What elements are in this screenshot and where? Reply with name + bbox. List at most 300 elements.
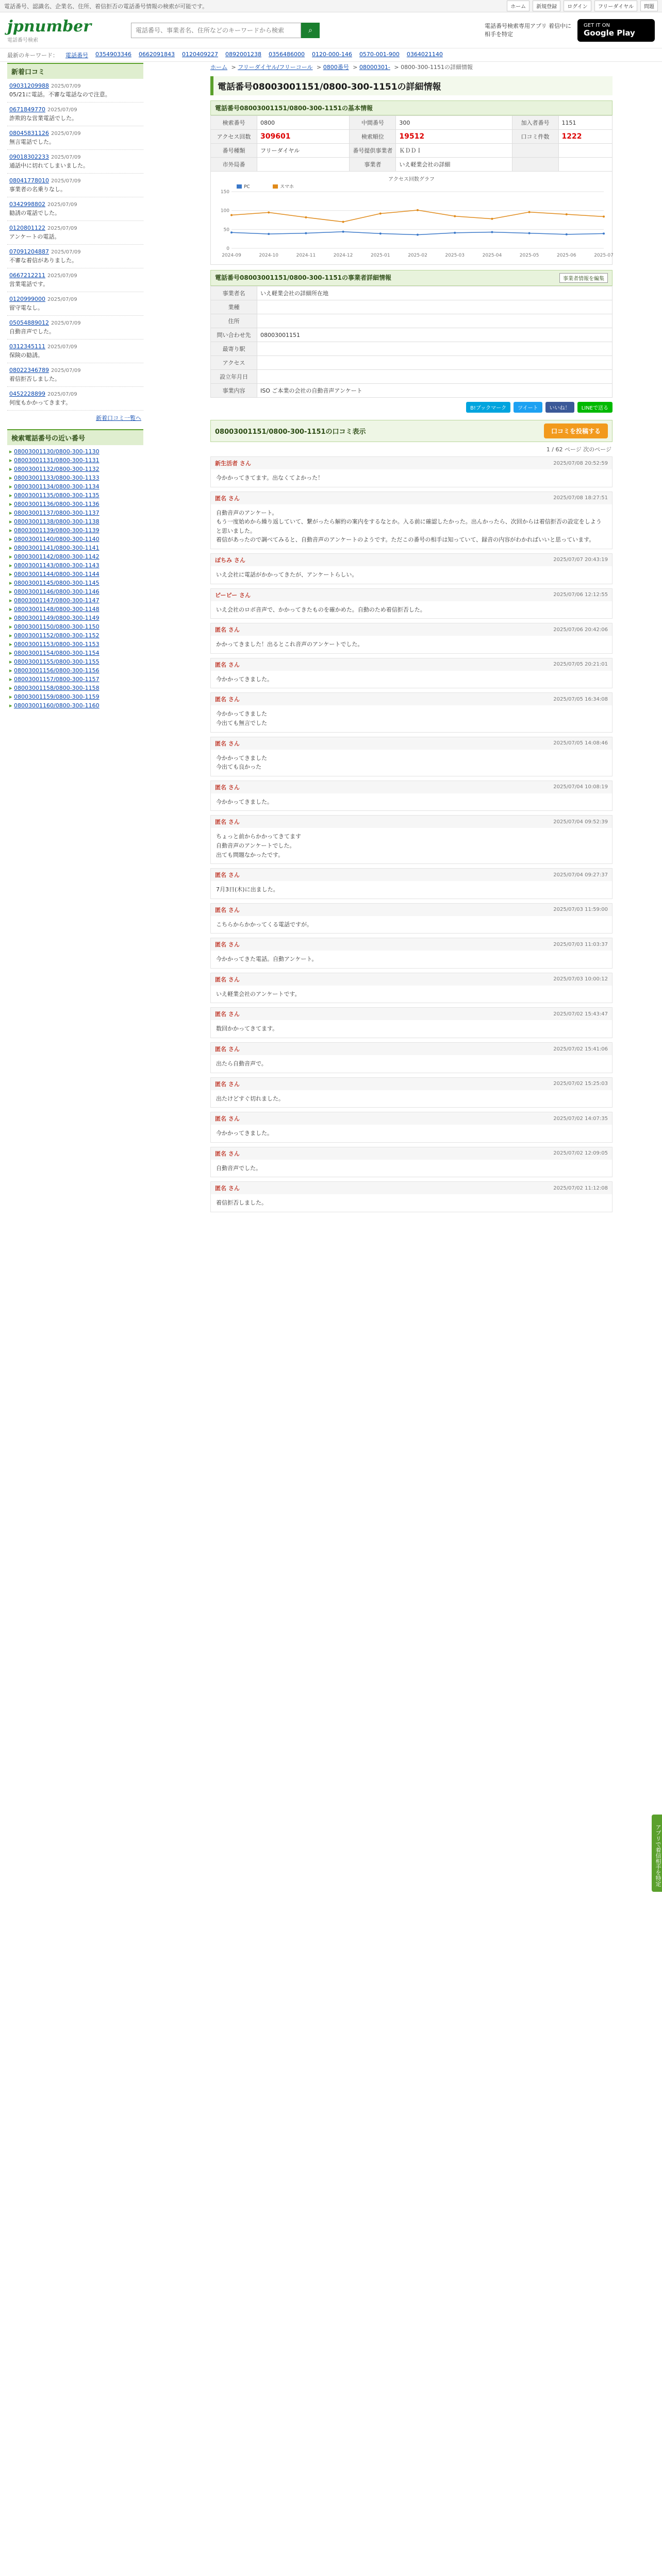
app-side-tab[interactable]: アプリで着信相手を特定	[652, 1815, 662, 1892]
new-comments-heading: 新着口コミ	[7, 63, 143, 79]
post-comment-button[interactable]: 口コミを投稿する	[544, 423, 608, 438]
similar-number-item	[9, 509, 141, 517]
pager[interactable]: 1 / 62 ページ 次のページ	[546, 446, 611, 453]
basic-info-value: 1151	[558, 116, 612, 130]
new-comment-date: 2025/07/09	[47, 392, 77, 397]
site-tagline: 電話番号、認識名、企業名、住所、着信拒否の電話番号情報の検索が可能です。	[4, 3, 208, 10]
chart-x-tick-label: 2024-11	[296, 253, 316, 258]
topbar-link-freedial[interactable]: フリーダイヤル	[594, 1, 637, 11]
chart-point	[342, 221, 344, 223]
business-info-key: 問い合わせ先	[211, 328, 257, 342]
similar-number-item	[9, 535, 141, 544]
new-comment-date: 2025/07/09	[51, 320, 81, 326]
comment-date: 2025/07/03 11:59:00	[553, 907, 608, 913]
similar-number-item	[9, 500, 141, 509]
comment-author: 匿名 さん	[215, 661, 240, 668]
similar-number-link[interactable]: 08003001135/0800-300-1135	[14, 492, 100, 499]
new-comment-text: 営業電話です。	[9, 280, 49, 287]
new-comment-date: 2025/07/09	[51, 83, 81, 89]
edit-business-button[interactable]: 事業者情報を編集	[559, 273, 608, 283]
comment-header	[211, 869, 612, 881]
similar-number-link[interactable]: 08003001133/0800-300-1133	[14, 474, 100, 481]
breadcrumb-item[interactable]: ホーム	[210, 64, 227, 71]
comment-header	[211, 693, 612, 705]
search-box	[131, 23, 320, 38]
chart-x-tick-label: 2025-05	[519, 253, 539, 258]
comment-author: 匿名 さん	[215, 696, 240, 703]
app-promo	[485, 19, 655, 42]
comment-item	[210, 623, 613, 654]
comment-author: ぽちみ さん	[215, 556, 245, 564]
basic-info-key	[512, 144, 558, 158]
comment-item	[210, 815, 613, 864]
new-comment-item	[7, 150, 143, 174]
keyword-nav-item[interactable]: 0354903346	[95, 50, 131, 58]
chart-legend-label: スマホ	[280, 184, 294, 190]
comment-author: 匿名 さん	[215, 784, 240, 791]
similar-number-link[interactable]: 08003001141/0800-300-1141	[14, 545, 100, 551]
share-button[interactable]: B!ブックマーク	[466, 402, 510, 413]
comment-author: 匿名 さん	[215, 1046, 240, 1053]
similar-number-item	[9, 570, 141, 579]
similar-number-link[interactable]: 08003001142/0800-300-1142	[14, 553, 100, 560]
similar-number-item	[9, 701, 141, 710]
keyword-nav-item[interactable]: 0120409227	[182, 50, 218, 58]
new-comment-number-link[interactable]: 0671849770	[9, 106, 45, 113]
breadcrumb-separator: >	[315, 64, 323, 71]
similar-number-item	[9, 491, 141, 500]
basic-info-key: 市外局番	[211, 158, 257, 172]
comment-date: 2025/07/02 11:12:08	[553, 1185, 608, 1191]
new-comment-text: 05/21に電話。不審な電話なので注意。	[9, 91, 111, 98]
similar-number-link[interactable]: 08003001146/0800-300-1146	[14, 588, 100, 595]
new-comment-date: 2025/07/09	[47, 297, 77, 302]
chart-y-tick-label: 50	[223, 227, 229, 233]
comment-date: 2025/07/02 14:07:35	[553, 1115, 608, 1122]
similar-numbers-heading: 検索電話番号の近い番号	[7, 429, 143, 445]
basic-info-value: 300	[396, 116, 512, 130]
business-info-key: 最寄り駅	[211, 342, 257, 356]
basic-info-row	[211, 116, 613, 130]
comment-text: こちらからかかってくる電話ですが。	[216, 921, 312, 928]
search-input[interactable]	[131, 23, 301, 38]
comment-author: 匿名 さん	[215, 626, 240, 634]
similar-number-link[interactable]: 08003001144/0800-300-1144	[14, 571, 100, 578]
chart-point	[417, 234, 419, 236]
new-comment-text: 事業者の名乗りなし。	[9, 185, 66, 193]
page-title: 電話番号08003001151/0800-300-1151の詳細情報	[210, 76, 613, 95]
business-info-value: 08003001151	[257, 328, 613, 342]
chart-x-tick-label: 2025-02	[408, 253, 427, 258]
new-comment-text: アンケートの電話。	[9, 233, 60, 240]
keyword-nav-item[interactable]: 0356486000	[269, 50, 305, 58]
comment-date: 2025/07/05 20:21:01	[553, 662, 608, 668]
comment-date: 2025/07/03 11:03:37	[553, 941, 608, 947]
comment-author: 匿名 さん	[215, 495, 240, 502]
comment-date: 2025/07/05 16:34:08	[553, 696, 608, 702]
comment-author: 新生活者 さん	[215, 460, 251, 467]
chart-point	[305, 216, 307, 218]
new-comment-text: 詐欺的な営業電話でした。	[9, 114, 77, 122]
similar-number-link[interactable]: 08003001150/0800-300-1150	[14, 623, 100, 630]
comment-author: 匿名 さん	[215, 941, 240, 948]
new-comment-item	[7, 174, 143, 197]
new-comment-number-link[interactable]: 0342998802	[9, 201, 45, 208]
comment-date: 2025/07/06 12:12:55	[553, 592, 608, 598]
chart-y-tick-label: 100	[220, 208, 229, 214]
chart-point	[566, 213, 568, 215]
comment-date: 2025/07/04 09:27:37	[553, 872, 608, 878]
new-comment-number-link[interactable]: 08045831126	[9, 130, 49, 137]
new-comment-item	[7, 292, 143, 316]
breadcrumb-separator: >	[351, 64, 359, 71]
comment-text: 今かかってきました 今出ても無言でした	[216, 710, 267, 726]
chart-point	[230, 214, 233, 216]
comment-author: 匿名 さん	[215, 740, 240, 747]
similar-number-item	[9, 684, 141, 692]
share-buttons	[210, 398, 613, 417]
comment-author: 匿名 さん	[215, 906, 240, 913]
similar-number-link[interactable]: 08003001159/0800-300-1159	[14, 693, 100, 700]
comment-header	[211, 973, 612, 986]
keyword-nav-item[interactable]: 0120-000-146	[312, 50, 352, 58]
business-info-row	[211, 356, 613, 370]
similar-number-item	[9, 447, 141, 456]
similar-number-link[interactable]: 08003001137/0800-300-1137	[14, 510, 100, 516]
site-logo[interactable]	[7, 18, 126, 43]
comment-text: 自動音声のアンケート。 もう一度始めから繰り返していて、繋がったら解約の案内をするなとか。入る前に確認したかった。出んかったら、次回からは着信拒否の設定をしようと思いました。 着信があったので調べてみると、自動音声のアンケートのようです。ただこの番号の相手は知っていて、録音の内容がわかればいいと思っています。	[216, 509, 602, 544]
similar-number-link[interactable]: 08003001158/0800-300-1158	[14, 685, 100, 691]
similar-number-item	[9, 640, 141, 649]
new-comments-more-link[interactable]: 新着口コミ一覧へ	[96, 415, 141, 421]
new-comment-date: 2025/07/09	[47, 344, 77, 350]
similar-number-link[interactable]: 08003001152/0800-300-1152	[14, 632, 100, 639]
similar-number-item	[9, 544, 141, 552]
comments-heading	[210, 420, 613, 442]
new-comment-number-link[interactable]: 09031209988	[9, 82, 49, 89]
business-info-row	[211, 370, 613, 384]
comment-text: 数回かかってきてます。	[216, 1025, 278, 1032]
comment-date: 2025/07/04 10:08:19	[553, 784, 608, 790]
comment-date: 2025/07/07 20:43:19	[553, 557, 608, 563]
similar-number-item	[9, 517, 141, 526]
search-button[interactable]	[301, 23, 320, 38]
new-comment-number-link[interactable]: 0452228899	[9, 391, 45, 397]
comment-text: 7月3日(木)に出ました。	[216, 886, 279, 893]
comment-item	[210, 1077, 613, 1108]
share-button[interactable]: ツイート	[514, 402, 542, 413]
basic-info-key: 中間番号	[350, 116, 396, 130]
chart-point	[454, 232, 456, 234]
new-comment-number-link[interactable]: 0120801122	[9, 225, 45, 231]
similar-number-link[interactable]: 08003001134/0800-300-1134	[14, 483, 100, 490]
access-chart-svg	[214, 182, 614, 260]
breadcrumb-item[interactable]: 08000301-	[359, 64, 390, 71]
similar-number-link[interactable]: 08003001143/0800-300-1143	[14, 562, 100, 569]
chart-legend-swatch	[273, 184, 278, 189]
new-comment-number-link[interactable]: 08041778010	[9, 177, 49, 184]
keyword-nav-items	[65, 51, 443, 59]
business-info-value: いえ軽業会社の詳細所在地	[257, 286, 613, 300]
new-comment-date: 2025/07/09	[51, 155, 81, 160]
chart-y-tick-label: 150	[220, 190, 229, 195]
similar-number-link[interactable]: 08003001131/0800-300-1131	[14, 457, 100, 464]
similar-number-item	[9, 622, 141, 631]
keyword-nav-item[interactable]: 電話番号	[65, 52, 88, 59]
comment-item	[210, 553, 613, 584]
chart-point	[379, 213, 382, 215]
new-comment-number-link[interactable]: 08022346789	[9, 367, 49, 374]
chart-x-tick-label: 2025-01	[370, 253, 390, 258]
breadcrumb-item[interactable]: 0800番号	[323, 64, 349, 71]
chart-x-tick-label: 2025-06	[556, 253, 576, 258]
comment-text: いえ会社に電話がかかってきたが、アンケートらしい。	[216, 571, 358, 578]
new-comment-text: 着信拒否しました。	[9, 375, 60, 382]
basic-info-value	[257, 158, 350, 172]
similar-number-link[interactable]: 08003001136/0800-300-1136	[14, 501, 100, 507]
comment-date: 2025/07/08 20:52:59	[553, 460, 608, 466]
new-comment-date: 2025/07/09	[47, 202, 77, 208]
similar-number-link[interactable]: 08003001155/0800-300-1155	[14, 658, 100, 665]
chart-point	[603, 215, 605, 217]
comment-text: かかってきました！出るとこれ音声のアンケートでした。	[216, 641, 363, 648]
comment-text: いえ会社のロボ音声で、かかってきたものを確かめた。自動のため着信拒否した。	[216, 606, 426, 613]
new-comment-item	[7, 340, 143, 363]
similar-number-item	[9, 482, 141, 491]
new-comment-item	[7, 245, 143, 268]
comments-title: 08003001151/0800-300-1151の口コミ表示	[215, 428, 366, 436]
comment-author: 匿名 さん	[215, 1185, 240, 1192]
new-comment-item	[7, 268, 143, 292]
breadcrumb-item[interactable]: フリーダイヤル/フリーコール	[238, 64, 313, 71]
chart-point	[491, 231, 493, 233]
comment-header	[211, 1008, 612, 1020]
new-comment-number-link[interactable]: 0120999000	[9, 296, 45, 302]
basic-info-row	[211, 158, 613, 172]
similar-number-item	[9, 552, 141, 561]
share-button[interactable]: LINEで送る	[577, 402, 613, 413]
new-comment-date: 2025/07/09	[47, 226, 77, 231]
new-comment-text: 通話中に切れてしまいました。	[9, 162, 89, 169]
new-comment-text: 保険の勧誘。	[9, 351, 43, 359]
comment-item	[210, 868, 613, 899]
similar-number-item	[9, 456, 141, 465]
chart-x-tick-label: 2025-03	[445, 253, 465, 258]
breadcrumb	[210, 63, 613, 76]
business-info-key: 設立年月日	[211, 370, 257, 384]
similar-number-link[interactable]: 08003001156/0800-300-1156	[14, 667, 100, 674]
comment-author: 匿名 さん	[215, 1150, 240, 1157]
comment-item	[210, 737, 613, 776]
new-comment-text: 自動音声でした。	[9, 328, 55, 335]
chart-y-tick-label: 0	[226, 246, 229, 251]
comment-author: 匿名 さん	[215, 976, 240, 983]
comments-list	[210, 456, 613, 1212]
new-comment-number-link[interactable]: 0667212211	[9, 272, 45, 279]
business-info-value	[257, 342, 613, 356]
left-sidebar	[7, 63, 143, 712]
topbar-link-register[interactable]: 新規登録	[533, 1, 560, 11]
new-comment-item	[7, 197, 143, 221]
basic-info-key: 番号種類	[211, 144, 257, 158]
new-comment-date: 2025/07/09	[51, 178, 81, 184]
comment-item	[210, 1181, 613, 1212]
similar-number-link[interactable]: 08003001147/0800-300-1147	[14, 597, 100, 604]
comment-text: 今かかってきました。	[216, 675, 273, 683]
similar-number-item	[9, 605, 141, 614]
keyword-nav-label: 最新のキーワード：	[7, 52, 58, 59]
keyword-nav	[0, 48, 662, 62]
chart-x-tick-label: 2024-12	[333, 253, 353, 258]
basic-info-value: いえ軽業会社の詳細	[396, 158, 512, 172]
new-comment-date: 2025/07/09	[51, 131, 81, 137]
new-comment-item	[7, 79, 143, 103]
keyword-nav-item[interactable]: 0570-001-900	[359, 50, 400, 58]
keyword-nav-item[interactable]: 0364021140	[406, 50, 443, 58]
comment-author: 匿名 さん	[215, 1115, 240, 1123]
chart-point	[268, 233, 270, 235]
comment-author: 匿名 さん	[215, 872, 240, 879]
comment-date: 2025/07/05 14:08:46	[553, 740, 608, 747]
search-icon: ⌕	[308, 26, 312, 35]
comment-text: 今かかってきました。	[216, 1130, 273, 1137]
comment-author: 匿名 さん	[215, 819, 240, 826]
comment-date: 2025/07/03 10:00:12	[553, 976, 608, 982]
chart-point	[566, 233, 568, 235]
business-info-value: ISO ご本業の会社の自動音声アンケート	[257, 384, 613, 398]
new-comment-item	[7, 363, 143, 387]
similar-number-link[interactable]: 08003001153/0800-300-1153	[14, 641, 100, 648]
basic-info-value: 19512	[396, 130, 512, 144]
keyword-nav-item[interactable]: 0662091843	[139, 50, 175, 58]
chart-legend-label: PC	[244, 184, 250, 190]
new-comment-number-link[interactable]: 09018302233	[9, 154, 49, 160]
similar-number-link[interactable]: 08003001157/0800-300-1157	[14, 676, 100, 683]
google-play-small: GET IT ON	[584, 23, 610, 28]
new-comment-text: 留守電なし。	[9, 304, 43, 311]
comment-date: 2025/07/06 20:42:06	[553, 626, 608, 633]
similar-number-link[interactable]: 08003001160/0800-300-1160	[14, 702, 100, 709]
new-comment-item	[7, 103, 143, 126]
comment-item	[210, 903, 613, 934]
basic-info-key: 検索番号	[211, 116, 257, 130]
comment-author: 匿名 さん	[215, 1080, 240, 1088]
new-comment-number-link[interactable]: 05054889012	[9, 319, 49, 326]
basic-info-heading: 電話番号08003001151/0800-300-1151の基本情報	[210, 100, 613, 115]
similar-numbers-list	[7, 445, 143, 712]
basic-info-key	[512, 158, 558, 172]
comment-header	[211, 781, 612, 793]
similar-number-link[interactable]: 08003001148/0800-300-1148	[14, 606, 100, 613]
business-info-row	[211, 300, 613, 314]
similar-number-link[interactable]: 08003001145/0800-300-1145	[14, 580, 100, 586]
basic-info-key: アクセス回数	[211, 130, 257, 144]
similar-number-item	[9, 666, 141, 675]
google-play-label: Google Play	[584, 28, 635, 38]
chart-point	[454, 215, 456, 217]
similar-number-item	[9, 473, 141, 482]
similar-number-item	[9, 649, 141, 657]
comment-item	[210, 456, 613, 487]
comment-item	[210, 1042, 613, 1073]
similar-number-link[interactable]: 08003001140/0800-300-1140	[14, 536, 100, 543]
similar-number-link[interactable]: 08003001130/0800-300-1130	[14, 448, 100, 455]
similar-number-link[interactable]: 08003001138/0800-300-1138	[14, 518, 100, 525]
comment-header	[211, 1043, 612, 1055]
chart-point	[342, 231, 344, 233]
topbar-link-home[interactable]: ホーム	[507, 1, 529, 11]
basic-info-table	[210, 115, 613, 172]
basic-info-key: 加入者番号	[512, 116, 558, 130]
basic-info-key: 事業者	[350, 158, 396, 172]
comment-text: いえ軽業会社のアンケートです。	[216, 990, 301, 997]
comment-text: 出たら自動音声で。	[216, 1060, 267, 1067]
comment-header	[211, 1078, 612, 1090]
topbar-link-login[interactable]: ログイン	[564, 1, 591, 11]
google-play-badge[interactable]	[577, 19, 655, 42]
comment-header	[211, 1147, 612, 1160]
similar-number-link[interactable]: 08003001139/0800-300-1139	[14, 527, 100, 534]
comment-date: 2025/07/08 18:27:51	[553, 495, 608, 501]
new-comment-date: 2025/07/09	[47, 273, 77, 279]
similar-number-item	[9, 526, 141, 535]
comment-item	[210, 1112, 613, 1143]
new-comment-number-link[interactable]: 07091204887	[9, 248, 49, 255]
comment-header	[211, 623, 612, 636]
comment-header	[211, 904, 612, 916]
business-info-key: 業種	[211, 300, 257, 314]
similar-number-link[interactable]: 08003001154/0800-300-1154	[14, 650, 100, 656]
business-info-key: アクセス	[211, 356, 257, 370]
site-header	[0, 12, 662, 48]
breadcrumb-item: 0800-300-1151の詳細情報	[401, 64, 473, 71]
logo-subtext: 電話番号検索	[7, 37, 38, 43]
comment-text: ちょっと前からかかってきてます 自動音声のアンケートでした。 出ても問題なかったです。	[216, 833, 301, 858]
new-comment-number-link[interactable]: 0312345111	[9, 343, 45, 350]
new-comment-date: 2025/07/09	[51, 249, 81, 255]
basic-info-key: 番号提供事業者	[350, 144, 396, 158]
breadcrumb-separator: >	[229, 64, 238, 71]
similar-number-link[interactable]: 08003001149/0800-300-1149	[14, 615, 100, 621]
app-promo-text: 電話番号検索専用アプリ 着信中に相手を特定	[485, 23, 572, 38]
similar-number-item	[9, 561, 141, 570]
keyword-nav-item[interactable]: 0892001238	[225, 50, 261, 58]
comment-text: 今かかってきてます。出なくてよかった！	[216, 474, 324, 481]
chart-x-tick-label: 2025-07	[594, 253, 614, 258]
chart-point	[230, 231, 233, 233]
business-info-heading	[210, 270, 613, 286]
topbar-link-question[interactable]: 問題	[640, 1, 658, 11]
comment-item	[210, 588, 613, 619]
comment-header	[211, 816, 612, 828]
basic-info-row	[211, 130, 613, 144]
similar-number-item	[9, 614, 141, 622]
similar-number-link[interactable]: 08003001132/0800-300-1132	[14, 466, 100, 472]
similar-number-item	[9, 657, 141, 666]
basic-info-value: 0800	[257, 116, 350, 130]
business-info-table	[210, 286, 613, 398]
similar-number-item	[9, 587, 141, 596]
basic-info-key: 口コミ件数	[512, 130, 558, 144]
new-comment-text: 勧誘の電話でした。	[9, 209, 60, 216]
business-info-row	[211, 342, 613, 356]
similar-number-item	[9, 596, 141, 605]
chart-point	[268, 211, 270, 213]
share-button[interactable]: いいね！	[545, 402, 574, 413]
chart-point	[491, 218, 493, 220]
business-info-value	[257, 356, 613, 370]
comment-text: 自動音声でした。	[216, 1164, 261, 1172]
